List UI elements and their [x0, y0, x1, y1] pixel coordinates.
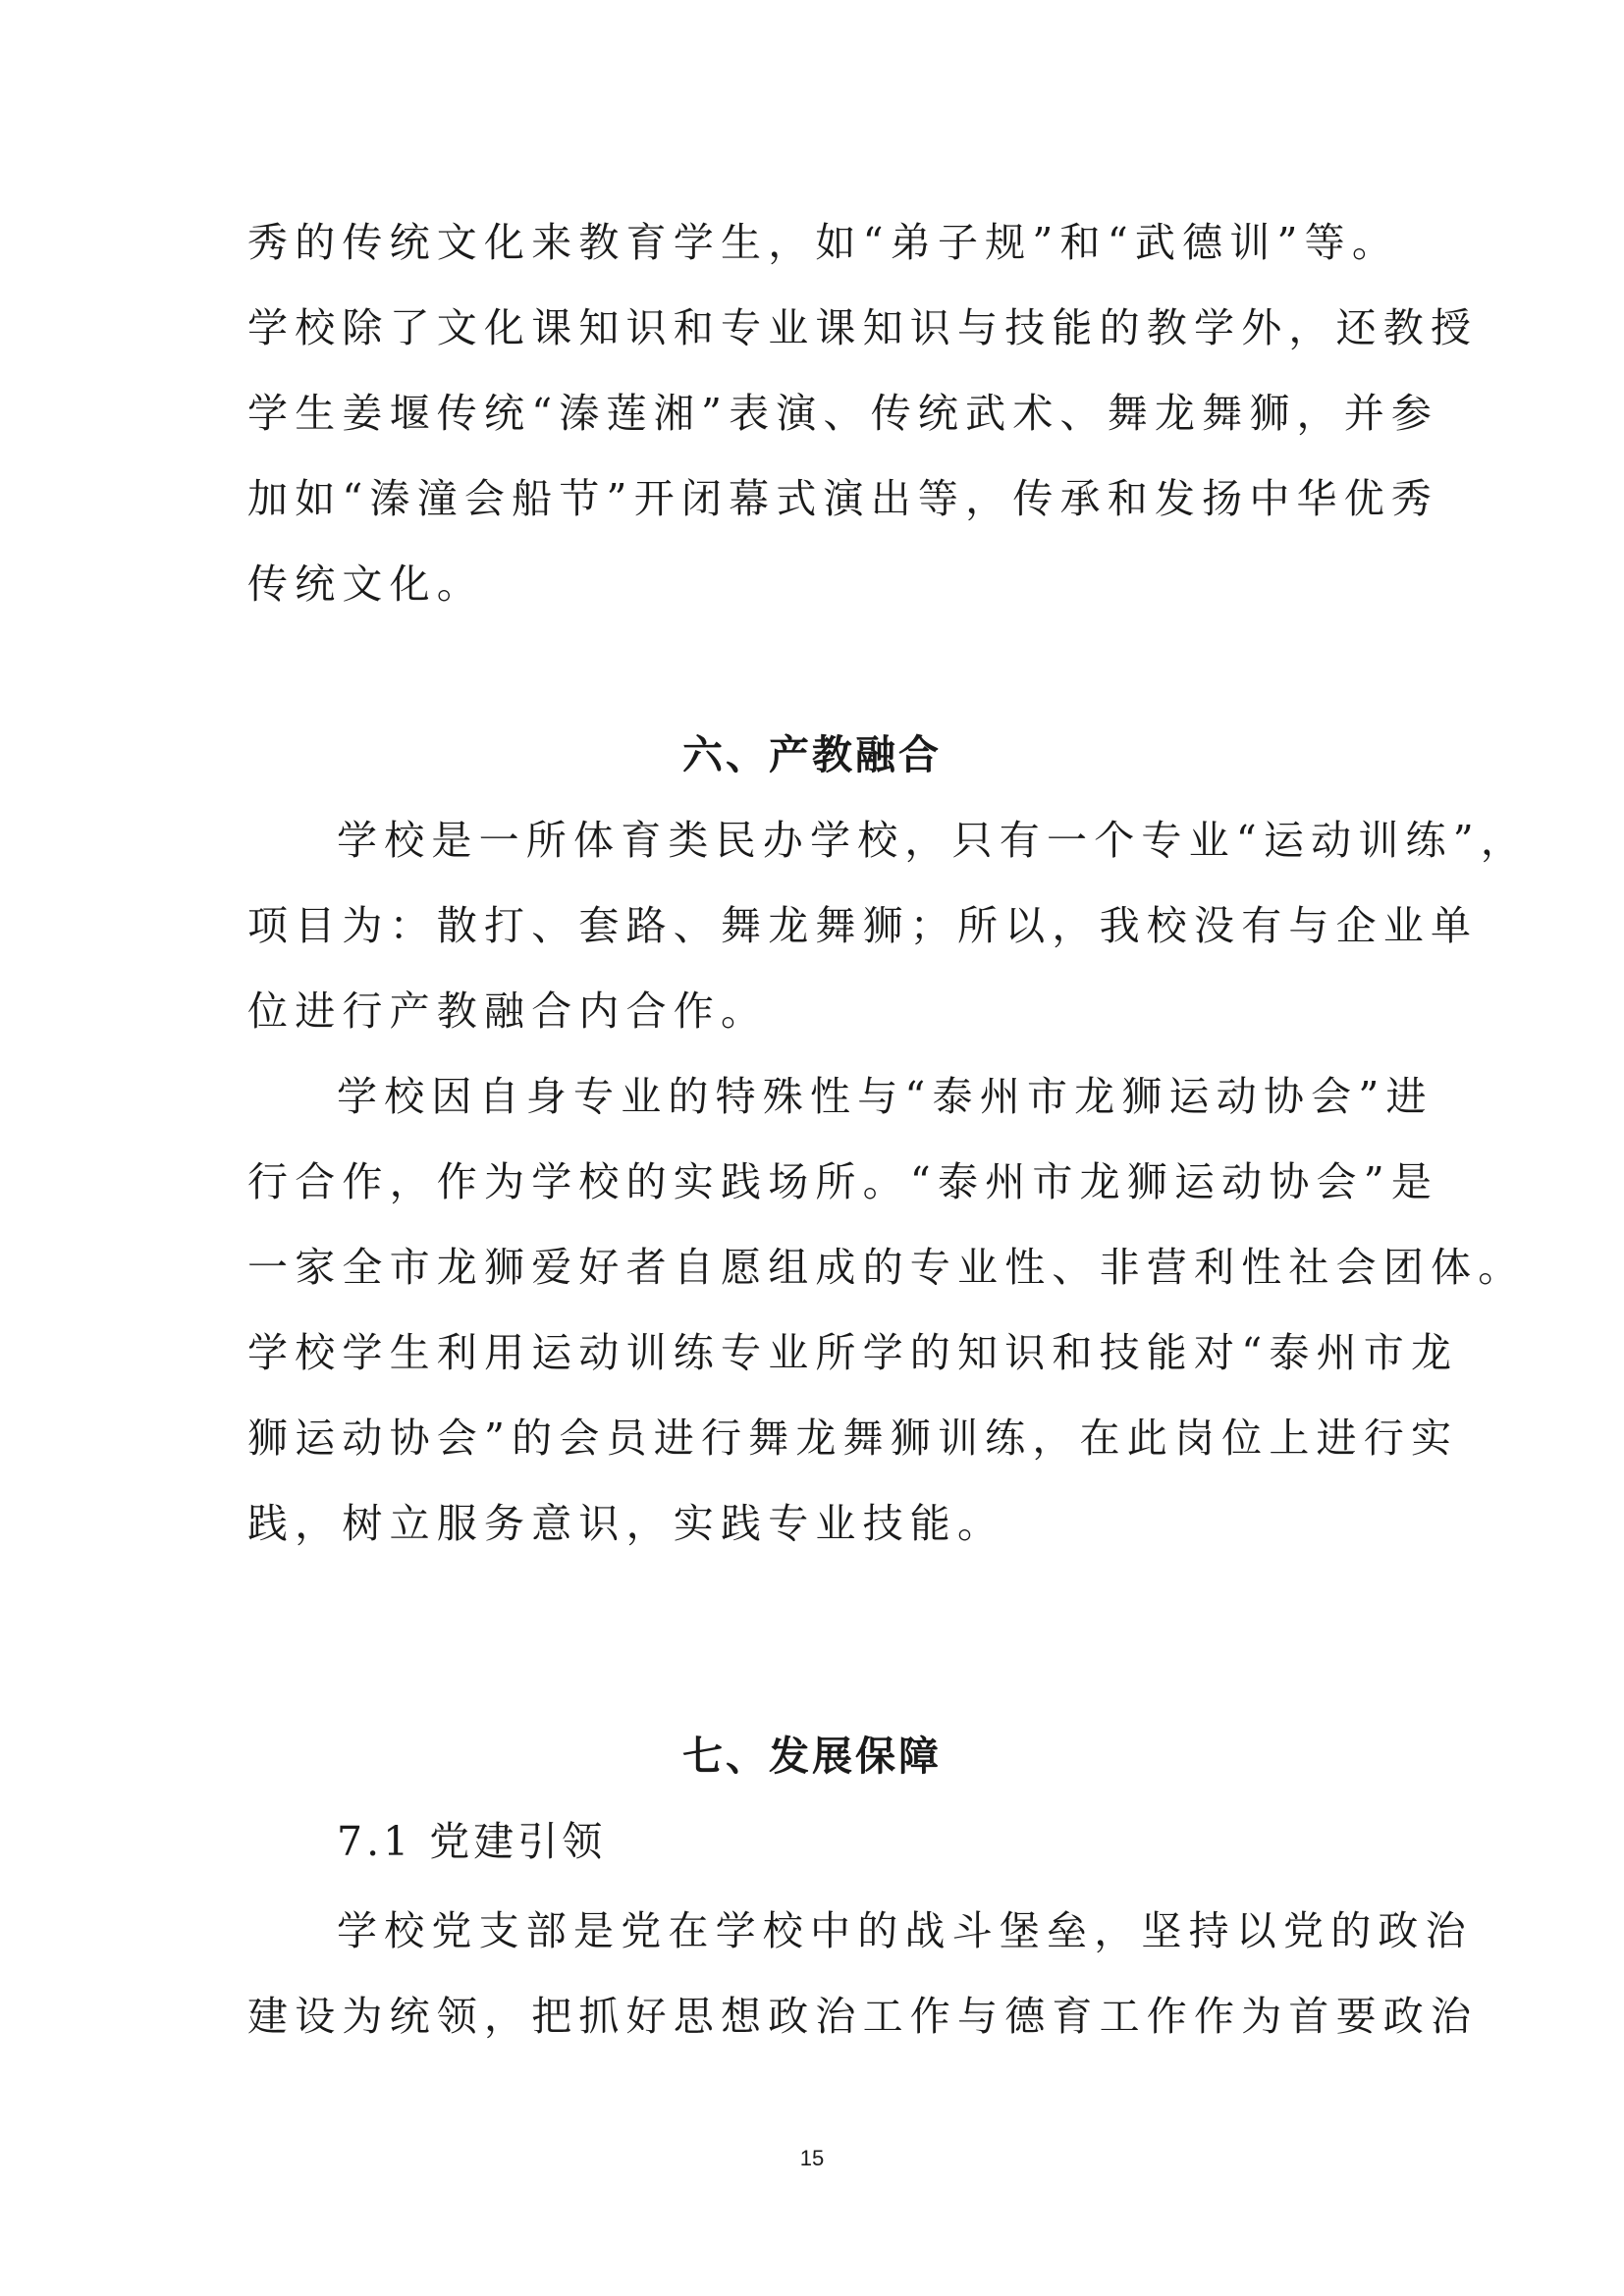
text-line: 秀的传统文化来教育学生，如“弟子规”和“武德训”等。	[247, 219, 1400, 266]
text-line: 加如“溱潼会船节”开闭幕式演出等，传承和发扬中华优秀	[247, 475, 1439, 522]
text-line: 狮运动协会”的会员进行舞龙舞狮训练，在此岗位上进行实	[247, 1415, 1459, 1462]
text-line: 一家全市龙狮爱好者自愿组成的专业性、非营利性社会团体。	[247, 1244, 1526, 1291]
page-number: 15	[799, 2146, 825, 2170]
text-line: 学生姜堰传统“溱莲湘”表演、传统武术、舞龙舞狮，并参	[247, 390, 1439, 437]
text-line: 学校是一所体育类民办学校，只有一个专业“运动训练”，	[337, 817, 1529, 864]
text-line: 传统文化。	[247, 561, 484, 608]
text-line: 项目为：散打、套路、舞龙舞狮；所以，我校没有与企业单	[247, 902, 1479, 949]
text-line: 建设为统领，把抓好思想政治工作与德育工作作为首要政治	[247, 1993, 1479, 2040]
text-line: 位进行产教融合内合作。	[247, 988, 769, 1035]
section-heading-6: 六、产教融合	[682, 731, 942, 778]
section-heading-7: 七、发展保障	[682, 1733, 942, 1780]
text-line: 学校党支部是党在学校中的战斗堡垒，坚持以党的政治	[337, 1907, 1473, 1954]
text-line: 学校学生利用运动训练专业所学的知识和技能对“泰州市龙	[247, 1329, 1459, 1376]
text-line: 践，树立服务意识，实践专业技能。	[247, 1500, 1005, 1547]
text-line: 学校因自身专业的特殊性与“泰州市龙狮运动协会”进	[337, 1073, 1434, 1120]
text-line: 行合作，作为学校的实践场所。“泰州市龙狮运动协会”是	[247, 1158, 1439, 1205]
subsection-heading-7-1: 7.1 党建引领	[337, 1818, 607, 1865]
text-line: 学校除了文化课知识和专业课知识与技能的教学外，还教授	[247, 304, 1479, 351]
